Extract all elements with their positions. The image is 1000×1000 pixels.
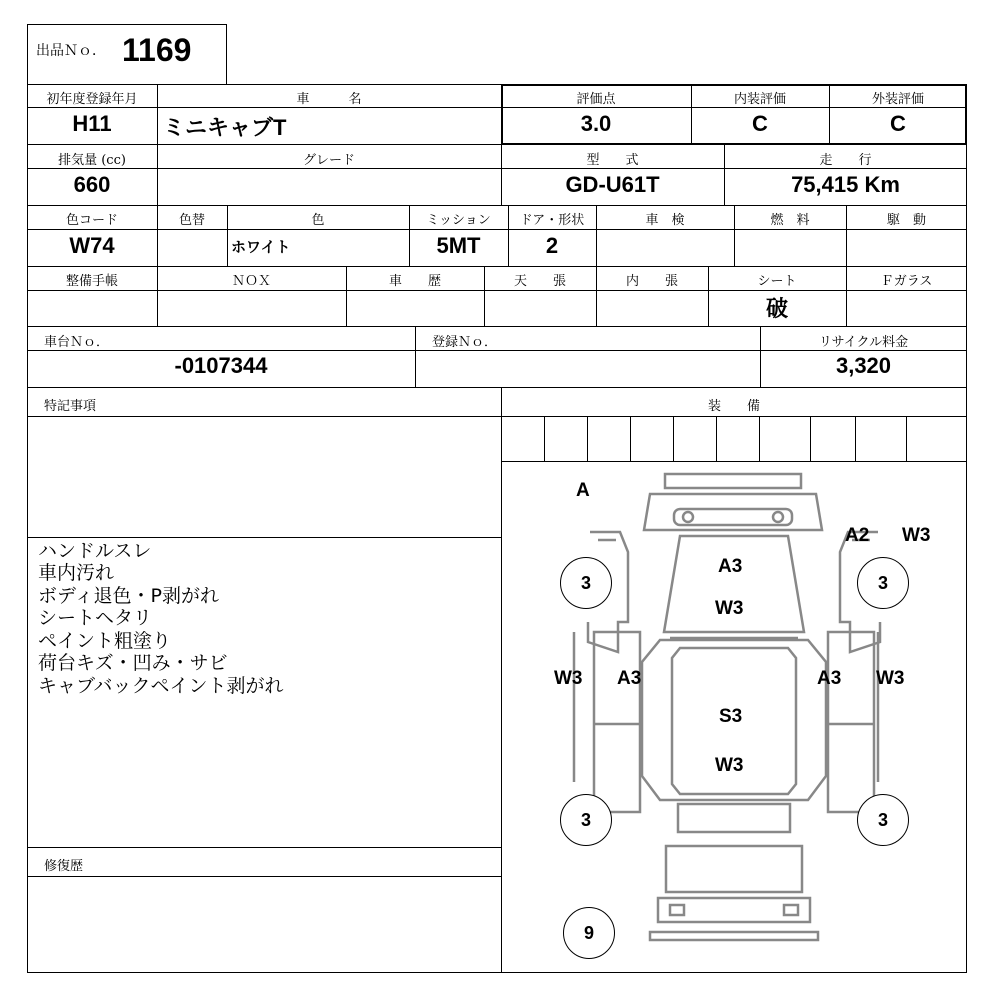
damage-front: A xyxy=(576,480,590,501)
damage-roof-w3: W3 xyxy=(715,755,744,776)
reg-no-label: 登録Ｎｏ． xyxy=(432,335,498,350)
recycle-value: 3,320 xyxy=(835,353,892,378)
fuel-label: 燃 料 xyxy=(770,213,810,228)
damage-left-a3: A3 xyxy=(617,668,642,689)
interior-label: 内装評価 xyxy=(733,92,786,107)
exterior-value: C xyxy=(890,111,906,136)
nox-label: ＮＯＸ xyxy=(231,274,271,289)
color-value: ホワイト xyxy=(231,239,291,256)
displacement-label: 排気量 (cc) xyxy=(58,153,126,168)
score-value: 3.0 xyxy=(580,111,612,136)
spare-tire: 9 xyxy=(563,907,615,959)
mileage-value: 75,415 Km xyxy=(791,172,900,197)
interior-trim-label: 内 張 xyxy=(625,274,678,289)
note-line: ボディ退色・P剥がれ xyxy=(38,585,219,607)
glass-label: Ｆガラス xyxy=(880,274,933,289)
color-change-label: 色替 xyxy=(178,213,205,228)
color-code-label: 色コード xyxy=(65,213,118,228)
drive-label: 駆 動 xyxy=(886,213,926,228)
tire-rear-right: 3 xyxy=(857,794,909,846)
note-line: キャブバックペイント剥がれ xyxy=(38,675,284,697)
displacement-value: 660 xyxy=(73,172,111,197)
ceiling-label: 天 張 xyxy=(513,274,566,289)
note-line: 車内汚れ xyxy=(38,562,115,584)
equipment-label: 装 備 xyxy=(707,399,760,414)
tire-rear-left: 3 xyxy=(560,794,612,846)
first-reg-value: H11 xyxy=(72,111,112,136)
first-reg-label: 初年度登録年月 xyxy=(46,92,138,107)
mission-label: ミッション xyxy=(426,213,491,228)
door-value: 2 xyxy=(545,233,559,258)
color-label: 色 xyxy=(311,213,325,228)
model-label: 型 式 xyxy=(586,153,639,168)
interior-value: C xyxy=(752,111,768,136)
seat-value: 破 xyxy=(765,296,788,321)
recycle-label: リサイクル料金 xyxy=(818,335,909,350)
damage-right-w3: W3 xyxy=(876,668,905,689)
repair-label: 修復歴 xyxy=(44,859,84,874)
damage-right-front-a2: A2 xyxy=(845,525,870,546)
seat-label: シート xyxy=(757,274,797,289)
model-value: GD-U61T xyxy=(565,172,660,197)
door-label: ドア・形状 xyxy=(519,213,585,228)
chassis-label: 車台Ｎｏ． xyxy=(44,335,110,350)
damage-hood-a3: A3 xyxy=(718,556,743,577)
car-name-value: ミニキャブT xyxy=(163,115,287,140)
score-label: 評価点 xyxy=(576,92,616,107)
note-line: ハンドルスレ xyxy=(38,540,152,562)
history-label: 車 歴 xyxy=(388,274,441,289)
tire-front-left: 3 xyxy=(560,557,612,609)
inspection-label: 車 検 xyxy=(645,213,685,228)
exterior-label: 外装評価 xyxy=(871,92,924,107)
color-code-value: W74 xyxy=(69,233,115,258)
note-line: シートヘタリ xyxy=(38,607,153,629)
damage-right-front-w3: W3 xyxy=(902,525,931,546)
damage-hood-w3: W3 xyxy=(715,598,744,619)
car-name-label: 車 名 xyxy=(296,92,362,107)
notes-label: 特記事項 xyxy=(44,399,97,414)
note-line: 荷台キズ・凹み・サビ xyxy=(38,652,228,674)
listing-number: 1169 xyxy=(122,32,192,68)
listing-label: 出品Ｎｏ． xyxy=(36,43,106,59)
damage-right-a3: A3 xyxy=(817,668,842,689)
record-label: 整備手帳 xyxy=(65,274,118,289)
mileage-label: 走 行 xyxy=(819,153,872,168)
tire-front-right: 3 xyxy=(857,557,909,609)
note-line: ペイント粗塗り xyxy=(38,630,172,652)
grade-label: グレード xyxy=(302,153,355,168)
damage-roof-s3: S3 xyxy=(719,706,743,727)
damage-left-w3: W3 xyxy=(554,668,583,689)
mission-value: 5MT xyxy=(436,233,481,258)
chassis-value: -0107344 xyxy=(174,353,268,378)
